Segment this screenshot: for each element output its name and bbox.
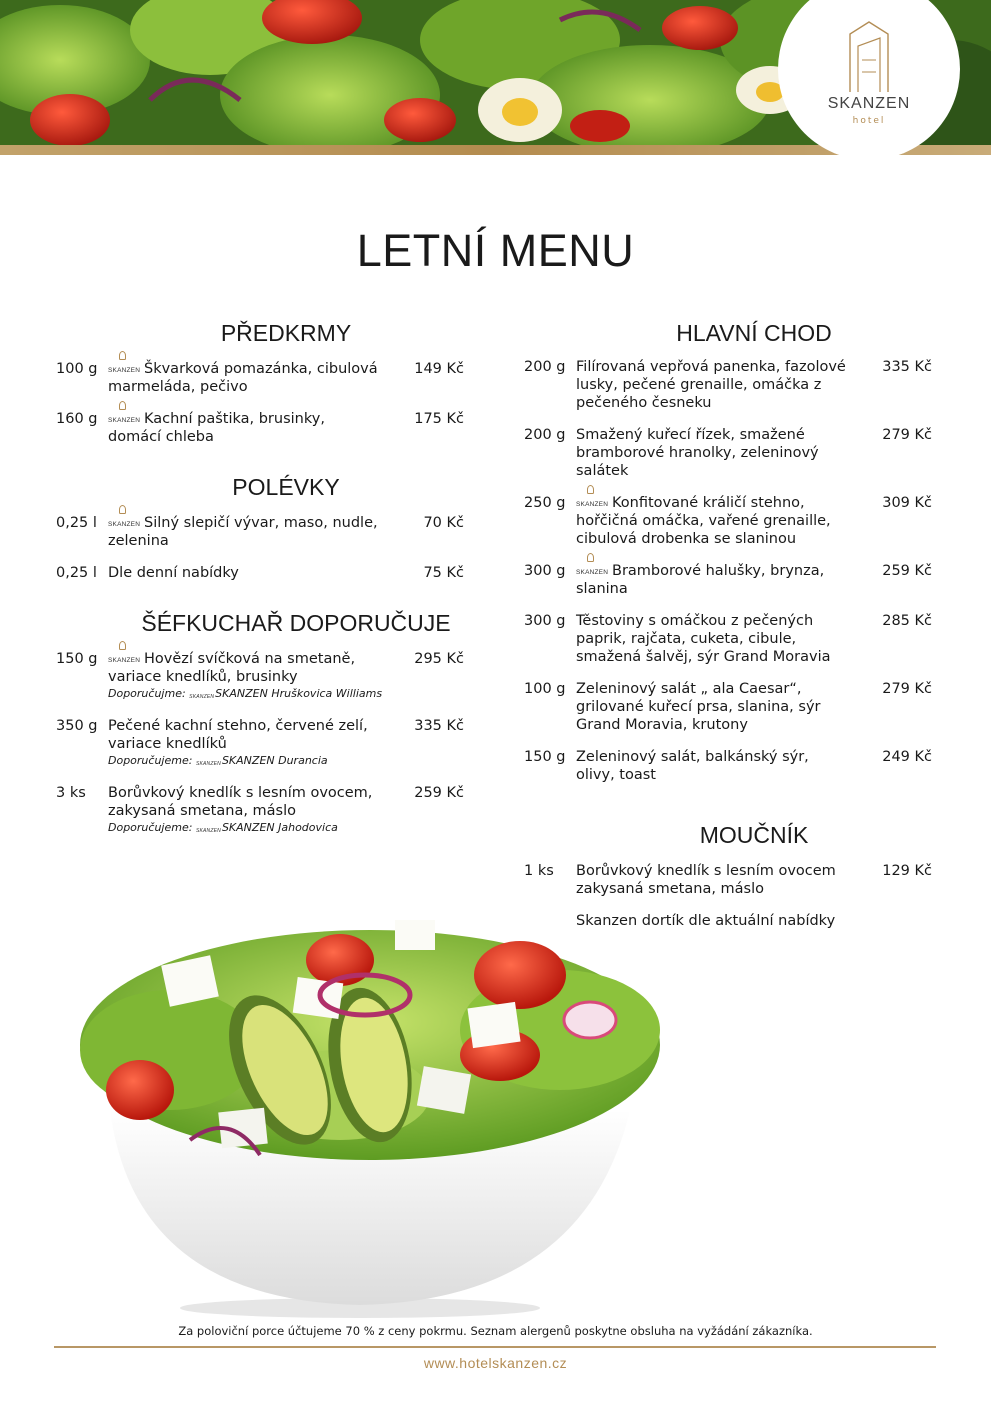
recommendation-drink: SKANZEN Jahodovica — [221, 821, 338, 834]
section-title-predkrmy: PŘEDKRMY — [220, 320, 352, 346]
tower-icon — [844, 20, 894, 92]
skanzen-mark-icon — [108, 411, 144, 423]
skanzen-mark-text: SKANZEN — [576, 569, 609, 576]
section-items-hlavni — [524, 358, 934, 784]
menu-item — [524, 426, 934, 480]
item-price: 295 Kč — [414, 651, 464, 667]
item-name-block — [576, 426, 848, 480]
section-title-sefkuchar: ŠÉFKUCHAŘ DOPORUČUJE — [141, 610, 451, 636]
item-name: Zeleninový salát „ ala Caesar“, grilované kuřecí prsa, slanina, sýr Grand Moravia, krutony — [576, 681, 821, 733]
item-price: 279 Kč — [882, 427, 932, 443]
item-name: Bramborové halušky, brynza, slanina — [576, 563, 825, 597]
skanzen-mark-icon — [189, 688, 215, 700]
item-name-block — [108, 564, 380, 582]
item-name: Smažený kuřecí řízek, smažené bramborové hranolky, zeleninový salátek — [576, 427, 819, 479]
website-link[interactable]: www.hotelskanzen.cz — [423, 1355, 568, 1371]
menu-item — [524, 494, 934, 548]
item-name-block — [576, 748, 848, 784]
section-items-polevky — [56, 514, 466, 582]
skanzen-mark-icon — [108, 515, 144, 527]
menu-item — [524, 562, 934, 598]
item-quantity: 350 g — [56, 718, 98, 734]
item-name-block — [576, 680, 848, 734]
drink-recommendation — [108, 753, 466, 769]
item-price: 335 Kč — [414, 718, 464, 734]
item-quantity: 0,25 l — [56, 565, 97, 581]
recommendation-drink: SKANZEN Durancia — [221, 754, 328, 767]
item-price: 285 Kč — [882, 613, 932, 629]
item-quantity: 1 ks — [524, 863, 554, 879]
item-name-block — [108, 360, 380, 396]
item-name: Dle denní nabídky — [108, 565, 239, 581]
item-name: Silný slepičí vývar, maso, nudle, zelenina — [108, 515, 378, 549]
item-name: Pečené kachní stehno, červené zelí, variace knedlíků — [108, 718, 368, 752]
item-price: 149 Kč — [414, 361, 464, 377]
item-price: 259 Kč — [414, 785, 464, 801]
skanzen-mark-text: SKANZEN — [108, 417, 141, 424]
item-name: Borůvkový knedlík s lesním ovocem zakysaná smetana, máslo — [576, 863, 836, 897]
skanzen-mark-text: SKANZEN — [195, 761, 221, 767]
item-name: Škvarková pomazánka, cibulová marmeláda, pečivo — [108, 361, 378, 395]
section-title-polevky: POLÉVKY — [232, 474, 340, 500]
logo-subtitle: hotel — [852, 116, 886, 126]
skanzen-mark-icon — [108, 361, 144, 373]
menu-item — [524, 680, 934, 734]
item-name: Těstoviny s omáčkou z pečených paprik, rajčata, cuketa, cibule, smažená šalvěj, sýr Grand Moravia — [576, 613, 831, 665]
drink-recommendation — [108, 686, 466, 702]
item-name: Borůvkový knedlík s lesním ovocem, zakysaná smetana, máslo — [108, 785, 373, 819]
item-name-block — [576, 562, 848, 598]
menu-item — [56, 650, 466, 702]
item-name-block — [108, 784, 380, 820]
menu-item — [56, 410, 466, 446]
section-title-hlavni: HLAVNÍ CHOD — [676, 320, 832, 346]
item-name: Kachní paštika, brusinky, domácí chleba — [108, 411, 325, 445]
recommendation-drink: SKANZEN Hruškovica Williams — [215, 687, 383, 700]
skanzen-mark-text: SKANZEN — [195, 828, 221, 834]
menu-item — [524, 612, 934, 666]
item-quantity: 300 g — [524, 563, 566, 579]
skanzen-mark-icon — [108, 651, 144, 663]
menu-item — [524, 358, 934, 412]
item-name: Hovězí svíčková na smetaně, variace knedlíků, brusinky — [108, 651, 356, 685]
logo-wordmark: SKANZEN — [827, 95, 911, 112]
skanzen-mark-icon — [195, 822, 222, 834]
item-name-block — [108, 650, 380, 686]
menu-item — [56, 360, 466, 396]
menu-item — [56, 784, 466, 836]
menu-item — [56, 514, 466, 550]
menu-item — [524, 748, 934, 784]
recommendation-label: Doporučujeme: — [108, 754, 193, 767]
item-name: Filírovaná vepřová panenka, fazolové lusky, pečené grenaille, omáčka z pečeného česneku — [576, 359, 846, 411]
item-name: Konfitované králičí stehno, hořčičná omáčka, vařené grenaille, cibulová drobenka se slaninou — [576, 495, 831, 547]
item-quantity: 160 g — [56, 411, 98, 427]
item-quantity: 0,25 l — [56, 515, 97, 531]
item-quantity: 200 g — [524, 359, 566, 375]
footer-gold-rule — [54, 1346, 936, 1348]
skanzen-mark-text: SKANZEN — [108, 657, 141, 664]
item-quantity: 150 g — [56, 651, 98, 667]
item-price: 259 Kč — [882, 563, 932, 579]
salad-bowl-illustration — [40, 880, 680, 1320]
item-quantity: 200 g — [524, 427, 566, 443]
item-name-block — [576, 494, 848, 548]
item-name-block — [108, 717, 380, 753]
item-quantity: 100 g — [56, 361, 98, 377]
item-quantity: 150 g — [524, 749, 566, 765]
item-name: Zeleninový salát, balkánský sýr, olivy, toast — [576, 749, 809, 783]
item-price: 335 Kč — [882, 359, 932, 375]
item-name: Skanzen dortík dle aktuální nabídky — [576, 913, 836, 929]
item-quantity: 3 ks — [56, 785, 86, 801]
item-price: 175 Kč — [414, 411, 464, 427]
menu-item — [56, 564, 466, 582]
item-quantity: 100 g — [524, 681, 566, 697]
drink-recommendation — [108, 820, 466, 836]
item-name-block — [108, 410, 380, 446]
section-items-sefkuchar — [56, 650, 466, 836]
menu-column-left — [56, 318, 466, 851]
recommendation-label: Doporučujeme: — [108, 821, 193, 834]
skanzen-mark-icon — [576, 563, 612, 575]
section-items-predkrmy — [56, 360, 466, 446]
item-name-block — [576, 358, 848, 412]
skanzen-mark-text: SKANZEN — [189, 694, 215, 700]
item-price: 309 Kč — [882, 495, 932, 511]
item-name-block — [108, 514, 380, 550]
item-quantity: 250 g — [524, 495, 566, 511]
item-price: 129 Kč — [882, 863, 932, 879]
item-quantity: 300 g — [524, 613, 566, 629]
section-title-moucnik: MOUČNÍK — [699, 822, 809, 848]
recommendation-label: Doporučujme: — [108, 687, 186, 700]
item-price: 70 Kč — [423, 515, 464, 531]
item-price: 75 Kč — [423, 565, 464, 581]
skanzen-mark-icon — [576, 495, 612, 507]
menu-item — [56, 717, 466, 769]
page-title: LETNÍ MENU — [356, 225, 635, 276]
skanzen-mark-icon — [195, 755, 222, 767]
item-price: 279 Kč — [882, 681, 932, 697]
item-name-block — [576, 612, 848, 666]
item-price: 249 Kč — [882, 749, 932, 765]
footer-note: Za poloviční porce účtujeme 70 % z ceny pokrmu. Seznam alergenů poskytne obsluha na vyžádání zákazníka. — [178, 1324, 813, 1338]
skanzen-mark-text: SKANZEN — [108, 521, 141, 528]
skanzen-mark-text: SKANZEN — [576, 501, 609, 508]
skanzen-mark-text: SKANZEN — [108, 367, 141, 374]
menu-column-right — [524, 318, 934, 944]
